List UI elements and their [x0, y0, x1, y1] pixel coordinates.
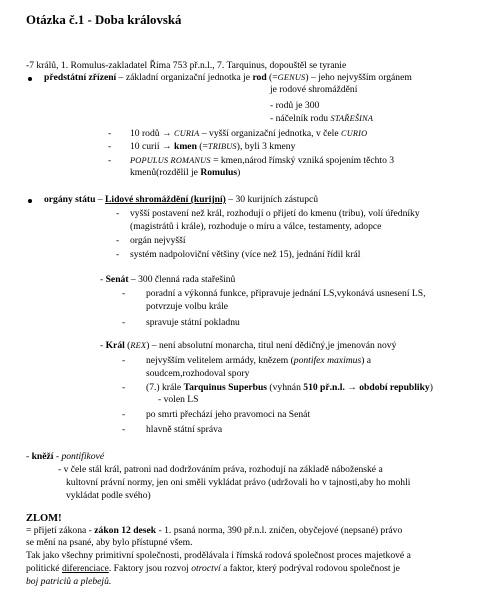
arrow-glyph: → — [161, 141, 172, 152]
predstatni-line — [44, 72, 412, 84]
senat-line — [100, 274, 235, 286]
text: (7.) krále — [146, 382, 184, 393]
pontifikove-term: pontifikové — [61, 451, 105, 462]
dash-marker: - — [122, 382, 126, 393]
page-title: Otázka č.1 - Doba královská — [26, 13, 182, 27]
gens-term: GENUS — [277, 73, 306, 82]
otroctvi-term: otroctví — [191, 563, 221, 574]
zlom-line — [26, 563, 400, 575]
intro-line: -7 králů, 1. Romulus-zakladatel Říma 753 př.n.l., 7. Tarquinus, dopouštěl se tyranie — [26, 60, 347, 71]
text: 10 rodů — [130, 128, 162, 139]
zlom-heading: ZLOM! — [26, 513, 62, 524]
dash-marker: - — [122, 288, 126, 299]
text: (= — [266, 72, 278, 83]
kral-item: soudcem,rozhodoval spory — [146, 368, 250, 379]
zakon-term: zákon 12 desek — [94, 525, 157, 536]
text: a faktor, který podrýval rodovou společnost je — [220, 563, 400, 574]
diferenciace-term: diferenciace — [61, 563, 109, 574]
kral-label: Král — [105, 340, 125, 351]
zlom-line: se mění na psané, aby bylo přístupné všem. — [26, 537, 193, 548]
starsina-term: STAŘEŠINA — [330, 114, 374, 123]
predstatni-label: předstátní zřízení — [44, 72, 117, 83]
zlom-line — [26, 525, 402, 537]
text: = kmen,národ římský vzniká spojením těchto 3 — [210, 155, 395, 166]
text: - — [53, 451, 62, 462]
text: nejvyšším velitelem armády, knězem ( — [146, 355, 294, 366]
kral-line — [100, 340, 396, 352]
senat-label: Senát — [105, 274, 129, 285]
text: politické — [26, 563, 62, 574]
dash-marker: - — [116, 235, 120, 246]
dash-marker: - — [122, 424, 126, 435]
dash-marker: - — [108, 128, 112, 139]
kral-item: hlavně státní správa — [146, 424, 223, 435]
senat-item: poradní a výkonná funkce, připravuje jednání LS,vykonává usnesení LS, — [146, 288, 426, 299]
tribus-term: TRIBUS — [207, 142, 237, 151]
text: - — [26, 451, 32, 462]
text: - — [100, 340, 106, 351]
pontifex-term: pontifex maximus — [293, 355, 362, 366]
organy-item: (magistrátů i krále), rozhoduje o míru a válce, testamenty, adopce — [130, 221, 382, 232]
text: ) — [237, 167, 241, 178]
zlom-line: Tak jako všechny primitivní společnosti, prodělávala i římská rodová společnost proces majetkové a — [26, 550, 411, 561]
kral-item: - volen LS — [158, 394, 199, 405]
text: – vyšší organizační jednotka, v čele — [199, 128, 341, 139]
bullet-dot — [28, 199, 32, 203]
text: . Faktory jsou rozvoj — [108, 563, 192, 574]
republika-term: období republiky — [359, 382, 430, 393]
senat-item: potvrzuje volbu krále — [146, 301, 229, 312]
organy-item: orgán nejvyšší — [130, 235, 186, 246]
text: ) a — [361, 355, 372, 366]
year-term: 510 př.n.l. — [303, 382, 345, 393]
kral-item — [146, 382, 433, 394]
text: ) — [429, 382, 433, 393]
kral-item: po smrti přechází jeho pravomoci na Senát — [146, 409, 311, 420]
text: – — [95, 194, 106, 205]
curia-line — [130, 128, 367, 140]
knezi-text: vykládat podle svého) — [66, 490, 151, 501]
text: = přijetí zákona - — [26, 525, 95, 536]
organy-item: systém nadpoloviční většiny (více než 15), jednání řídil král — [130, 249, 361, 260]
rod-term: rod — [252, 72, 267, 83]
lidove-shromazdeni-term: Lidové shromáždění (kurijní) — [105, 194, 226, 205]
curia-term: CURIA — [173, 129, 200, 138]
predstatni-line-3: - rodů je 300 — [270, 100, 320, 111]
kral-item — [146, 355, 371, 367]
dash-marker: - — [122, 317, 126, 328]
zlom-line: boj patriciů a plebejů. — [26, 576, 112, 587]
knezi-line — [26, 451, 104, 463]
text: 10 curií — [130, 141, 162, 152]
text: ( — [124, 340, 131, 351]
predstatni-line-4 — [270, 113, 373, 125]
text: (= — [196, 141, 208, 152]
knezi-text: - v čele stál král, patroni nad dodržováním práva, rozhodují na základě náboženské a — [58, 464, 383, 475]
populus-line-2 — [130, 167, 240, 179]
curio-term: CURIO — [340, 129, 368, 138]
text: – 300 členná rada stařešinů — [128, 274, 236, 285]
text: - 1. psaná norma, 390 př.n.l. zničen, obyčejové (nepsané) právo — [156, 525, 403, 536]
text: – základní organizační jednotka je — [116, 72, 253, 83]
text: - náčelník rodu — [270, 113, 331, 124]
dash-marker: - — [122, 409, 126, 420]
arrow-glyph: → — [344, 382, 360, 393]
knezi-label: kněží — [31, 451, 54, 462]
text: ) – není absolutní monarcha, titul není dědičný,je jmenován nový — [146, 340, 397, 351]
bullet-dot — [28, 77, 32, 81]
dash-marker: - — [108, 141, 112, 152]
romulus-term: Romulus — [200, 167, 238, 178]
populus-line — [130, 155, 394, 167]
text: - — [100, 274, 106, 285]
kmen-line — [130, 141, 295, 153]
tarquinus-term: Tarquinus Superbus — [183, 382, 268, 393]
senat-item: spravuje státní pokladnu — [146, 317, 240, 328]
knezi-text: kultovní právní normy, jen oni směli vykládat právo (udržovali ho v tajnosti,aby ho mohli — [66, 477, 411, 488]
text: ) – jeho nejvyšším orgánem — [305, 72, 412, 83]
text: (vyhnán — [267, 382, 304, 393]
populus-term: POPULUS ROMANUS — [130, 156, 211, 165]
dash-marker: - — [108, 155, 112, 166]
organy-line — [44, 194, 318, 206]
organy-item: vyšší postavení než král, rozhodují o přijetí do kmenu (tribu), volí úředníky — [130, 208, 420, 219]
text: kmenů(rozdělil je — [130, 167, 201, 178]
text: ), byli 3 kmeny — [236, 141, 296, 152]
dash-marker: - — [122, 355, 126, 366]
organy-label: orgány státu — [44, 194, 96, 205]
arrow-glyph: → — [161, 128, 172, 139]
predstatni-line-2: je rodové shromáždění — [270, 84, 358, 95]
text: – 30 kurijních zástupců — [225, 194, 319, 205]
dash-marker: - — [116, 208, 120, 219]
rex-term: REX — [130, 341, 147, 350]
dash-marker: - — [116, 249, 120, 260]
kmen-term: kmen — [173, 141, 197, 152]
